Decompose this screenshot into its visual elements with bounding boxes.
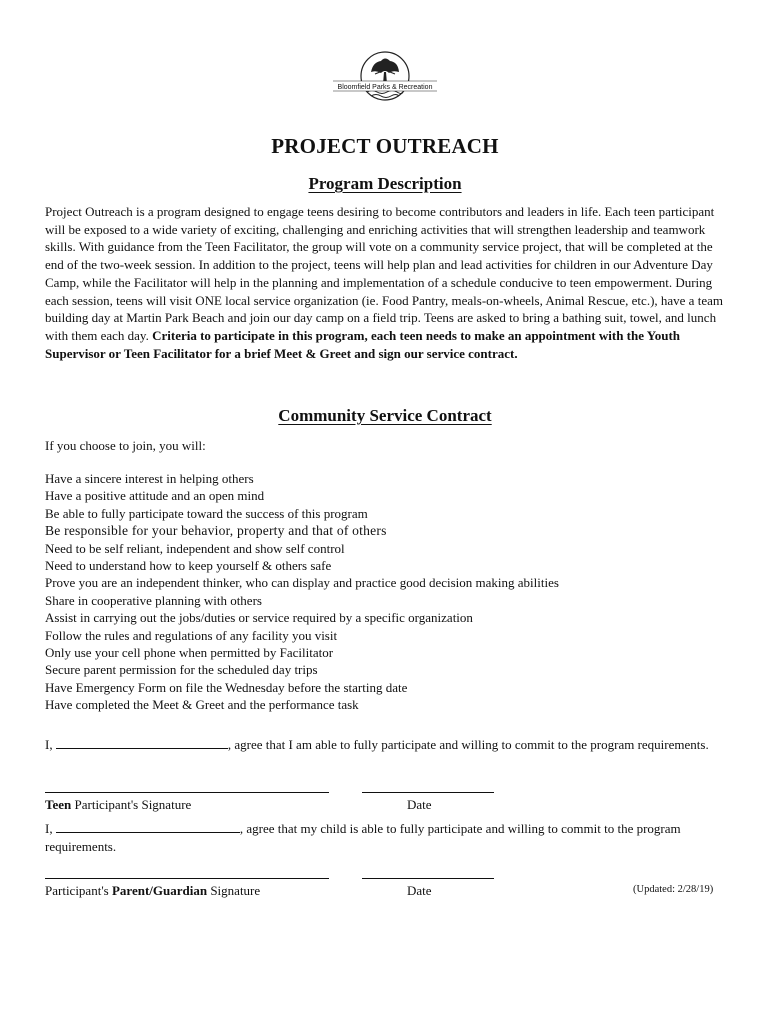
list-item: Have Emergency Form on file the Wednesday before the starting date — [45, 679, 408, 695]
parent-date-label: Date — [407, 883, 432, 898]
updated-date-note: (Updated: 2/28/19) — [633, 884, 714, 895]
teen-signature-label — [45, 797, 191, 813]
teen-date-label: Date — [407, 797, 432, 812]
list-item: Prove you are an independent thinker, who can display and practice good decision making abilities — [45, 575, 559, 591]
parent-signature-label-rest: Signature — [207, 883, 261, 898]
teen-signature-line[interactable] — [45, 792, 329, 793]
teen-date-line[interactable] — [362, 792, 494, 793]
parent-signature-line[interactable] — [45, 878, 329, 879]
program-description-text: Project Outreach is a program designed to engage teens desiring to become contributors and leaders in life. Each teen participant will be exposed to a wide variety of exciting, challenging and enriching activities that will strengthen leadership and teamwork skills. With guidance from the Teen Facilitator, the group will vote on a community service project, that will be completed at the end of the two-week session. In addition to the project, teens will help plan and lead activities for children in our Adventure Day Camp, while the Facilitator will help in the planning and implementation of a schedule conducive to teen empowerment. During each session, teens will visit ONE local service organization (ie. Food Pantry, meals-on-wheels, Animal Rescue, etc.), have a team building day at Martin Park Beach and join our day camp on a field trip. Teens are asked to bring a bathing suit, towel, and lunch with them each day. — [45, 204, 723, 343]
parks-recreation-logo — [333, 50, 437, 106]
teen-signature-label-bold: Teen — [45, 797, 72, 812]
contract-heading — [0, 406, 770, 426]
teen-agreement-text: , agree that I am able to fully participate and willing to commit to the program requirements. — [227, 737, 709, 752]
child-name-blank[interactable] — [56, 820, 240, 833]
list-item: Assist in carrying out the jobs/duties or service required by a specific organization — [45, 610, 473, 626]
list-item: Be responsible for your behavior, property and that of others — [45, 523, 387, 539]
program-description-heading — [0, 174, 770, 194]
list-item: Secure parent permission for the scheduled day trips — [45, 662, 318, 678]
program-description-paragraph — [45, 203, 725, 362]
list-item: Be able to fully participate toward the success of this program — [45, 505, 368, 521]
teen-name-blank[interactable] — [56, 736, 228, 749]
contract-heading-text: Community Service Contract — [278, 406, 492, 425]
teen-signature-label-rest: Participant's Signature — [71, 797, 192, 812]
parent-agreement-statement — [45, 820, 725, 855]
teen-agreement-statement — [45, 736, 725, 754]
list-item: Follow the rules and regulations of any facility you visit — [45, 627, 338, 643]
page-title: PROJECT OUTREACH — [271, 134, 499, 158]
parent-agreement-text: , agree that my child is able to fully participate and willing to commit to the program requirements. — [45, 821, 681, 854]
parent-date-line[interactable] — [362, 878, 494, 879]
parent-signature-label-bold: Parent/Guardian — [111, 883, 208, 898]
list-item: Have a positive attitude and an open mind — [45, 488, 265, 504]
parent-signature-label-pre: Participant's — [45, 883, 112, 898]
list-item: Have a sincere interest in helping others — [45, 471, 254, 486]
list-item: Only use your cell phone when permitted by Facilitator — [45, 645, 334, 661]
list-item: Share in cooperative planning with others — [45, 592, 262, 608]
logo-org-name: Bloomfield Parks & Recreation — [337, 84, 433, 91]
participation-criteria-text: Criteria to participate in this program, each teen needs to make an appointment with the Youth Supervisor or Teen Facilitator for a brief Meet & Greet and sign our service contract. — [45, 327, 681, 361]
parent-agreement-prefix: I, — [45, 821, 53, 836]
teen-agreement-prefix: I, — [45, 737, 53, 752]
contract-requirements-list — [45, 470, 559, 714]
parent-signature-label — [45, 883, 260, 899]
program-description-heading-text: Program Description — [308, 174, 462, 193]
list-item: Need to understand how to keep yourself & others safe — [45, 558, 332, 574]
list-item: Have completed the Meet & Greet and the performance task — [45, 697, 359, 713]
tree-over-water-logo-icon — [333, 50, 437, 106]
list-item: Need to be self reliant, independent and show self control — [45, 540, 345, 556]
contract-intro: If you choose to join, you will: — [45, 438, 206, 453]
